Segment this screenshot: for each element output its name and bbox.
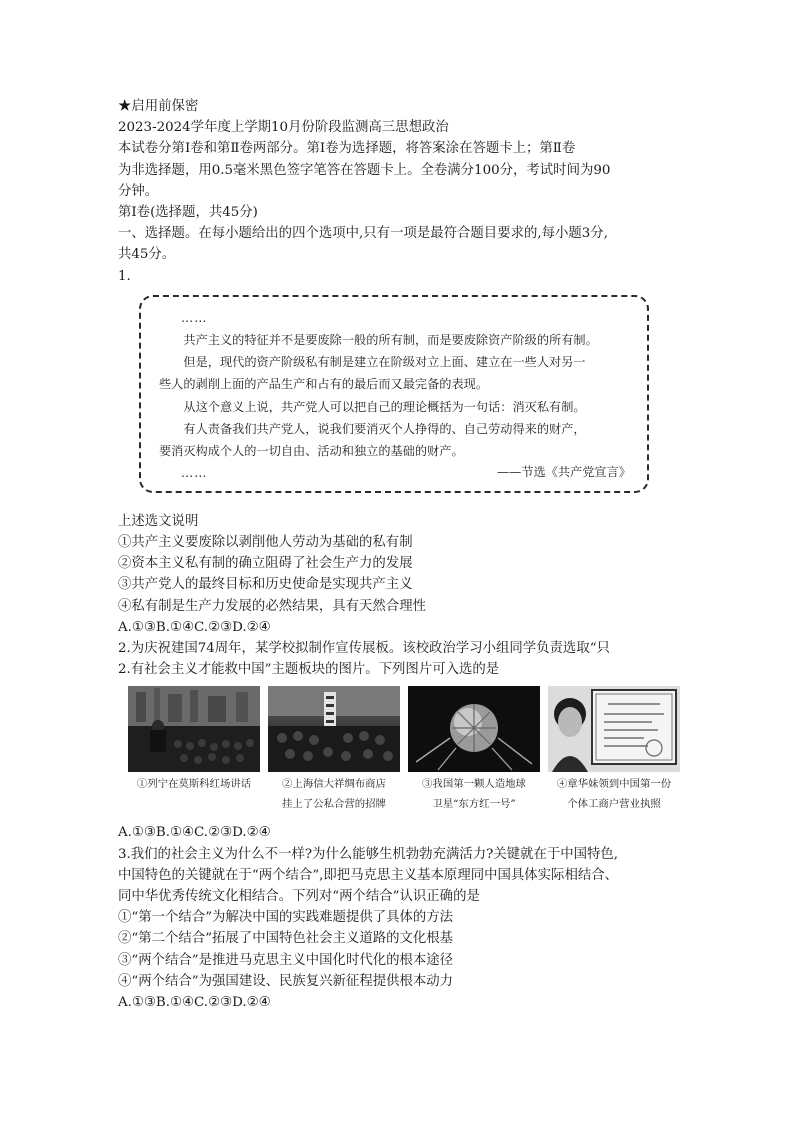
intro-line-3: 分钟。 [118,183,159,199]
quote-paragraph-4a: 有人责备我们共产党人，说我们要消灭个人挣得的、自己劳动得来的财产， [183,421,586,436]
question-1-option-2: ②资本主义私有制的确立阻碍了社会生产力的发展 [118,556,413,572]
picture-2 [268,686,400,812]
picture-2-caption-1: ②上海信大祥绸布商店 [282,778,386,791]
photo-2-illustration [268,686,400,772]
photo-lenin-red-square [128,686,260,772]
photo-dongfanghong-satellite [408,686,540,772]
picture-1-caption-1: ①列宁在莫斯科红场讲话 [136,778,252,791]
question-3-option-3: ③“两个结合”是推进马克思主义中国化时代化的根本途径 [118,952,454,968]
section-heading-2: 共45分。 [118,247,176,263]
quote-paragraph-4b: 要消灭构成个人的一切自由、活动和独立的基础的财产。 [159,444,464,459]
quote-paragraph-2a: 但是，现代的资产阶级私有制是建立在阶级对立上面、建立在一些人对另一 [183,355,586,370]
picture-1 [128,686,260,812]
question-2-answers: A.①③B.①④C.②③D.②④ [118,825,271,841]
intro-line-1: 本试卷分第Ⅰ卷和第Ⅱ卷两部分。第Ⅰ卷为选择题，将答案涂在答题卡上；第Ⅱ卷 [118,141,576,157]
photo-3-illustration [408,686,540,772]
photo-business-license [548,686,680,772]
question-2-stem-1: 2.为庆祝建国74周年，某学校拟制作宣传展板。该校政治学习小组同学负责选取“只 [118,641,610,657]
picture-3-caption-2: 卫星“东方红一号” [432,798,516,811]
picture-3 [408,686,540,812]
photo-1-illustration [128,686,260,772]
quote-paragraph-2b: 些人的剥削上面的产品生产和占有的最后而又最完备的表现。 [159,377,489,392]
quote-paragraph-1: 共产主义的特征并不是要废除一般的所有制，而是要废除资产阶级的所有制。 [183,333,598,348]
picture-4-caption-1: ④章华妹领到中国第一份 [556,778,672,791]
quote-paragraph-3: 从这个意义上说，共产党人可以把自己的理论概括为一句话：消灭私有制。 [183,399,586,414]
question-3-answers: A.①③B.①④C.②③D.②④ [118,995,271,1011]
quote-box [139,295,649,493]
picture-4-caption-2: 个体工商户营业执照 [567,798,661,811]
picture-4 [548,686,680,812]
photo-shanghai-store-sign [268,686,400,772]
exam-title: 2023-2024学年度上学期10月份阶段监测高三思想政治 [118,120,449,136]
picture-3-caption-1: ③我国第一颗人造地球 [422,778,526,791]
part-one-heading: 第Ⅰ卷(选择题，共45分) [118,205,258,221]
question-1-option-1: ①共产主义要废除以剥削他人劳动为基础的私有制 [118,535,413,551]
question-3-option-4: ④“两个结合”为强国建设、民族复兴新征程提供根本动力 [118,973,454,989]
question-3-stem-2: 中国特色的关键就在于“两个结合”,即把马克思主义基本原理同中国具体实际相结合、 [118,867,619,883]
question-1-option-3: ③共产党人的最终目标和历史使命是实现共产主义 [118,577,413,593]
intro-line-2: 为非选择题，用0.5毫米黑色签字笔答在答题卡上。全卷满分100分，考试时间为90 [118,162,611,178]
question-1-number: 1. [118,268,131,284]
quote-ellipsis-bottom: …… [181,466,208,481]
quote-source: ——节选《共产党宣言》 [496,464,631,479]
question-1-answers: A.①③B.①④C.②③D.②④ [118,619,271,635]
exam-page [118,96,683,1013]
section-heading-1: 一、选择题。在每小题给出的四个选项中,只有一项是最符合题目要求的,每小题3分, [118,226,608,242]
question-3-option-2: ②“第二个结合”拓展了中国特色社会主义道路的文化根基 [118,931,454,947]
question-1-option-4: ④私有制是生产力发展的必然结果，具有天然合理性 [118,598,426,614]
photo-4-illustration [548,686,680,772]
question-3-option-1: ①“第一个结合”为解决中国的实践难题提供了具体的方法 [118,910,454,926]
question-2-pictures [128,686,680,812]
confidential-mark: ★启用前保密 [118,99,199,114]
quote-ellipsis-top: …… [181,310,208,325]
question-2-stem-2: 2.有社会主义才能救中国”主题板块的图片。下列图片可入选的是 [118,662,500,678]
picture-2-caption-2: 挂上了公私合营的招牌 [282,798,386,811]
question-3-stem-1: 3.我们的社会主义为什么不一样?为什么能够生机勃勃充满活力?关键就在于中国特色, [118,846,619,862]
question-1-stem: 上述选文说明 [118,513,199,529]
question-3-stem-3: 同中华优秀传统文化相结合。下列对“两个结合”认识正确的是 [118,889,480,905]
